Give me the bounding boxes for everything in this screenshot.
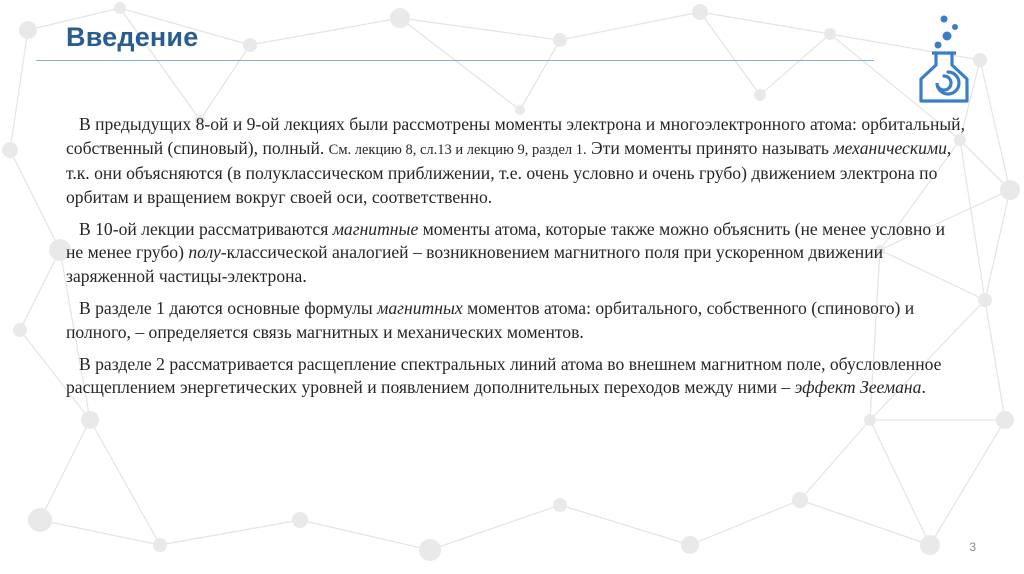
emphasis-text: эффект Зеемана — [794, 377, 922, 398]
lecture-reference: См. лекцию 8, сл.13 и лекцию 9, раздел 1. — [328, 141, 587, 158]
paragraph-text: В разделе 1 даются основные формулы — [79, 298, 378, 319]
emphasis-text: механическими — [833, 137, 947, 158]
paragraph-intro — [66, 113, 966, 209]
paragraph-text: В разделе 2 рассматривается расщепление спектральных линий атома во внешнем магнитном поле, обусловленное расщеплением энергетических уровней и появлением дополнительных переходов между ними – — [66, 353, 942, 398]
page-number: 3 — [969, 540, 976, 554]
slide-body — [66, 113, 966, 409]
paragraph-lecture-10 — [66, 218, 966, 289]
paragraph-text: В 10-ой лекции рассматриваются — [79, 218, 333, 239]
paragraph-text: , т.к. они объясняются (в полуклассическом приближении, т.е. очень условно и очень грубо) движением электрона по орбитам и вращением вокруг своей оси, соответственно. — [66, 137, 952, 207]
title-divider — [36, 60, 874, 61]
paragraph-text: Эти моменты принято называть — [586, 137, 834, 158]
emphasis-text: полу — [188, 242, 221, 263]
paragraph-text: В предыдущих 8-ой и 9-ой лекциях были рассмотрены моменты электрона и многоэлектронного атома: орбитальный, собственный (спиновый), полный. — [66, 114, 966, 158]
paragraph-text: -классической аналогией – возникновением магнитного поля при ускоренном движении заряженной частицы-электрона. — [66, 242, 884, 287]
page-title: Введение — [66, 22, 199, 52]
paragraph-text: . — [921, 377, 926, 398]
paragraph-text: моментов атома: орбитального, собственного (спинового) и полного, – определяется связь магнитных и механических моментов. — [66, 298, 915, 342]
paragraph-section-1 — [66, 297, 966, 344]
paragraph-text: моменты атома, которые также можно объяснить (не менее условно и не менее грубо) — [66, 218, 945, 263]
paragraph-section-2 — [66, 353, 966, 400]
emphasis-text: магнитные — [332, 218, 419, 239]
flask-logo-icon — [911, 13, 977, 109]
emphasis-text: магнитных — [377, 298, 463, 319]
